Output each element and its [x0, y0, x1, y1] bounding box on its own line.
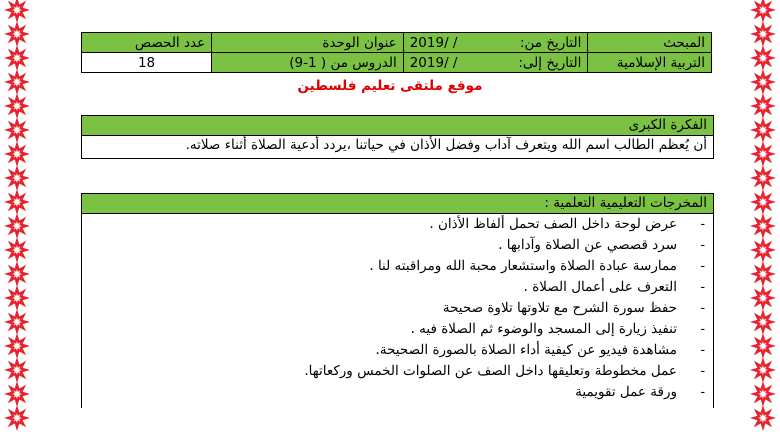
date-from-value: / /2019: [409, 34, 458, 51]
right-star-border: [746, 0, 780, 405]
date-to-cell: [403, 53, 588, 73]
big-idea-box: [81, 115, 714, 159]
outcomes-box: [81, 193, 714, 408]
date-from-cell: [403, 33, 588, 53]
subject-label: المبحث: [588, 33, 712, 53]
list-item: -التعرف على أعمال الصلاة .: [523, 279, 705, 295]
date-to-label: التاريخ إلى:: [518, 54, 582, 71]
star-icon: [3, 404, 31, 432]
list-item: -مشاهدة فيديو عن كيفية أداء الصلاة بالصورة الصحيحة.: [375, 342, 705, 358]
lessons-range: الدروس من ( 1-9): [212, 53, 404, 73]
list-item: -عرض لوحة داخل الصف تحمل ألفاظ الأذان .: [429, 216, 705, 232]
unit-title-label: عنوان الوحدة: [212, 33, 404, 53]
big-idea-title: الفكرة الكبرى: [82, 116, 713, 136]
big-idea-text: أن يُعظم الطالب اسم الله ويتعرف آداب وفضل الأذان في حياتنا ،يردد أدعية الصلاة أثناء صلاته.: [185, 137, 707, 153]
left-star-border: [0, 0, 34, 405]
list-item: -حفظ سورة الشرح مع تلاوتها تلاوة صحيحة: [442, 300, 705, 316]
date-to-value: / /2019: [409, 54, 458, 71]
lesson-info-table: [81, 32, 712, 73]
list-item: -ورقة عمل تقويمية: [575, 384, 705, 400]
list-item: -سرد قصصي عن الصلاة وآدابها .: [498, 237, 705, 253]
list-item: -عمل مخطوطة وتعليقها داخل الصف عن الصلوات الخمس وركعاتها.: [304, 363, 705, 379]
list-item: -تنفيذ زيارة إلى المسجد والوضوء ثم الصلاة فيه .: [410, 321, 705, 337]
sessions-count-label: عدد الحصص: [82, 33, 212, 53]
sessions-count-value: 18: [82, 53, 212, 73]
outcomes-list: [82, 214, 713, 403]
list-item: -ممارسة عبادة الصلاة واستشعار محبة الله ومراقبته لنا .: [369, 258, 705, 274]
subject-value: التربية الإسلامية: [588, 53, 712, 73]
outcomes-title: المخرجات التعليمية التعلمية :: [82, 194, 713, 214]
star-icon: [749, 404, 777, 432]
date-from-label: التاريخ من:: [519, 34, 582, 51]
site-name: موقع ملتقى تعليم فلسطين: [297, 78, 483, 94]
